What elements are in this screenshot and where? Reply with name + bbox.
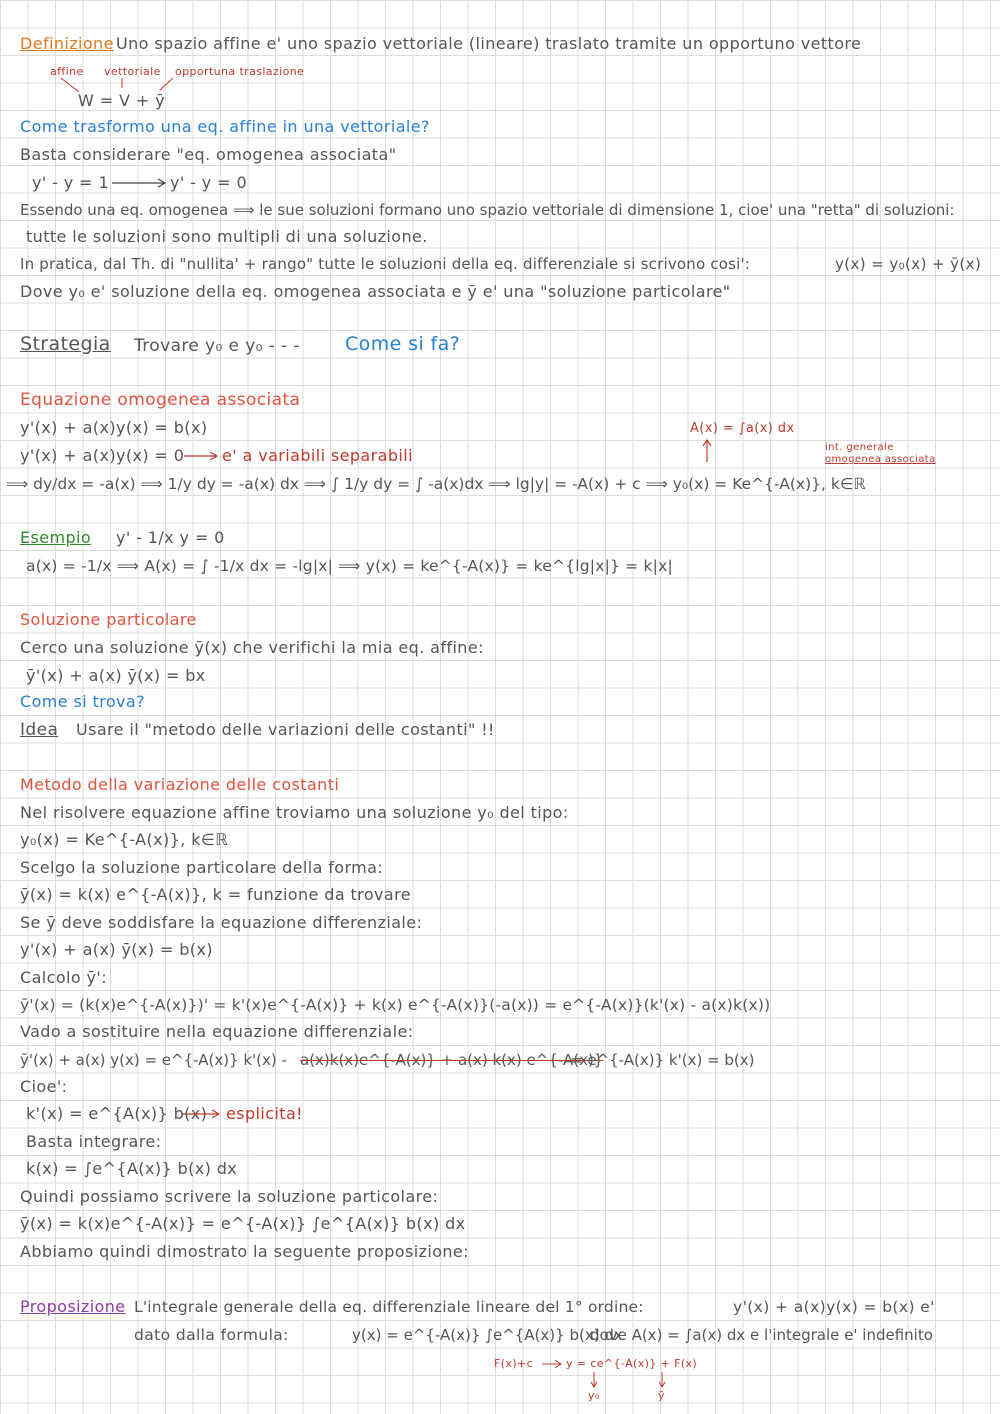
proposizione-line2a: dato dalla formula: bbox=[134, 1326, 289, 1344]
proposizione-note-right: y = ce^{-A(x)} + F(x) bbox=[566, 1357, 698, 1370]
proposizione-line1-formula: y'(x) + a(x)y(x) = b(x) e' bbox=[733, 1298, 935, 1316]
esempio-line: a(x) = -1/x ⟹ A(x) = ∫ -1/x dx = -lg|x| ⟹ y(x) = ke^{-A(x)} = ke^{lg|x|} = k|x| bbox=[26, 557, 673, 575]
omogenea-eq2: y'(x) + a(x)y(x) = 0 bbox=[20, 446, 185, 465]
metodo-l13: Basta integrare: bbox=[26, 1132, 162, 1151]
arrow-right-icon bbox=[540, 1358, 566, 1370]
esempio-title: Esempio bbox=[20, 528, 92, 547]
arrow-up-icon bbox=[700, 438, 714, 464]
arrow-right-icon bbox=[180, 1108, 224, 1120]
trasformo-line3: In pratica, dal Th. di "nullita' + rango" tutte le soluzioni della eq. differenziale si scrivono cosi': bbox=[20, 255, 751, 273]
trasformo-example-right: y' - y = 0 bbox=[170, 173, 248, 192]
proposizione-line2b: y(x) = e^{-A(x)} ∫e^{A(x)} b(x) dx bbox=[352, 1326, 623, 1344]
omogenea-eq2-note: e' a variabili separabili bbox=[222, 446, 413, 465]
strategia-title: Strategia bbox=[20, 333, 111, 355]
particolare-question: Come si trova? bbox=[20, 692, 145, 711]
metodo-title: Metodo della variazione delle costanti bbox=[20, 775, 340, 794]
particolare-title: Soluzione particolare bbox=[20, 610, 197, 629]
metodo-l10b: a(x)k(x)e^{-A(x)} + a(x) k(x) e^{-A(x)} bbox=[300, 1051, 604, 1069]
metodo-l4: ȳ(x) = k(x) e^{-A(x)}, k = funzione da trovare bbox=[20, 885, 411, 904]
trasformo-question: Come trasformo una eq. affine in una vettoriale? bbox=[20, 117, 430, 136]
trasformo-answer: Basta considerare "eq. omogenea associata" bbox=[20, 145, 397, 164]
strategia-question: Come si fa? bbox=[345, 333, 461, 355]
proposizione-line1: L'integrale generale della eq. differenziale lineare del 1° ordine: bbox=[134, 1298, 644, 1316]
proposizione-note-left: F(x)+c bbox=[494, 1357, 534, 1370]
trasformo-line2: tutte le soluzioni sono multipli di una soluzione. bbox=[26, 227, 428, 246]
metodo-l2: y₀(x) = Ke^{-A(x)}, k∈ℝ bbox=[20, 830, 229, 849]
metodo-l3: Scelgo la soluzione particolare della forma: bbox=[20, 858, 384, 877]
proposizione-title: Proposizione bbox=[20, 1297, 126, 1316]
annot-omog: omogenea associata bbox=[825, 454, 936, 465]
strategia-text: Trovare y₀ e y₀ - - - bbox=[134, 336, 300, 356]
label-affine: affine bbox=[50, 65, 84, 78]
definizione-formula: W = V + ȳ bbox=[78, 91, 165, 110]
metodo-l10a: ȳ'(x) + a(x) y(x) = e^{-A(x)} k'(x) - bbox=[20, 1051, 287, 1069]
omogenea-eq1: y'(x) + a(x)y(x) = b(x) bbox=[20, 418, 208, 437]
omogenea-title: Equazione omogenea associata bbox=[20, 390, 301, 410]
arrow-right-icon bbox=[182, 450, 222, 462]
metodo-l14: k(x) = ∫e^{A(x)} b(x) dx bbox=[26, 1159, 238, 1178]
definizione-title: Definizione bbox=[20, 34, 114, 53]
metodo-l11: Cioe': bbox=[20, 1077, 68, 1096]
proposizione-note-y: ȳ bbox=[658, 1389, 665, 1402]
particolare-line1: Cerco una soluzione ȳ(x) che verifichi la mia eq. affine: bbox=[20, 638, 484, 657]
metodo-l6: y'(x) + a(x) ȳ(x) = b(x) bbox=[20, 940, 213, 959]
metodo-l10c: = e^{-A(x)} k'(x) = b(x) bbox=[570, 1051, 755, 1069]
trasformo-line4: Dove y₀ e' soluzione della eq. omogenea associata e ȳ e' una "soluzione particolare" bbox=[20, 282, 731, 301]
annot-A: A(x) = ∫a(x) dx bbox=[690, 421, 795, 436]
trasformo-line1: Essendo una eq. omogenea ⟹ le sue soluzioni formano uno spazio vettoriale di dimensione 1, cioe' una "retta" di soluzioni: bbox=[20, 201, 955, 219]
metodo-l8: ȳ'(x) = (k(x)e^{-A(x)})' = k'(x)e^{-A(x)} + k(x) e^{-A(x)}(-a(x)) = e^{-A(x)}(k'(x) - a(x)k(x)) bbox=[20, 996, 771, 1014]
arrow-right-icon bbox=[110, 177, 170, 189]
idea-text: Usare il "metodo delle variazioni delle costanti" !! bbox=[76, 720, 495, 739]
label-vettoriale: vettoriale bbox=[104, 65, 161, 78]
metodo-l12: k'(x) = e^{A(x)} b(x) bbox=[26, 1104, 208, 1123]
metodo-l5: Se ȳ deve soddisfare la equazione differenziale: bbox=[20, 913, 423, 932]
proposizione-note-y0: y₀ bbox=[588, 1389, 600, 1402]
idea-label: Idea bbox=[20, 720, 59, 740]
proposizione-line2c: dove A(x) = ∫a(x) dx e l'integrale e' indefinito bbox=[590, 1326, 933, 1344]
omogenea-chain: ⟹ dy/dx = -a(x) ⟹ 1/y dy = -a(x) dx ⟹ ∫ 1/y dy = ∫ -a(x)dx ⟹ lg|y| = -A(x) + c ⟹ y₀(x) = Ke^{-A(x)}, k∈ℝ bbox=[6, 475, 866, 493]
trasformo-example-left: y' - y = 1 bbox=[32, 173, 110, 192]
esempio-eq: y' - 1/x y = 0 bbox=[116, 528, 225, 547]
metodo-l1: Nel risolvere equazione affine troviamo una soluzione y₀ del tipo: bbox=[20, 803, 569, 822]
definizione-text: Uno spazio affine e' uno spazio vettoriale (lineare) traslato tramite un opportuno vettore bbox=[116, 34, 862, 53]
metodo-l7: Calcolo ȳ': bbox=[20, 968, 107, 987]
trasformo-line3-formula: y(x) = y₀(x) + ȳ(x) bbox=[835, 255, 982, 273]
metodo-l12-note: esplicita! bbox=[226, 1104, 303, 1123]
metodo-l15: Quindi possiamo scrivere la soluzione particolare: bbox=[20, 1187, 439, 1206]
metodo-l9: Vado a sostituire nella equazione differenziale: bbox=[20, 1022, 414, 1041]
metodo-l17: Abbiamo quindi dimostrato la seguente proposizione: bbox=[20, 1242, 469, 1261]
metodo-l16: ȳ(x) = k(x)e^{-A(x)} = e^{-A(x)} ∫e^{A(x)} b(x) dx bbox=[20, 1214, 466, 1233]
particolare-line2: ȳ'(x) + a(x) ȳ(x) = bx bbox=[26, 666, 206, 685]
annot-int: int. generale bbox=[825, 442, 894, 453]
label-traslazione: opportuna traslazione bbox=[175, 65, 305, 78]
arrow-down-icons bbox=[588, 1370, 672, 1390]
